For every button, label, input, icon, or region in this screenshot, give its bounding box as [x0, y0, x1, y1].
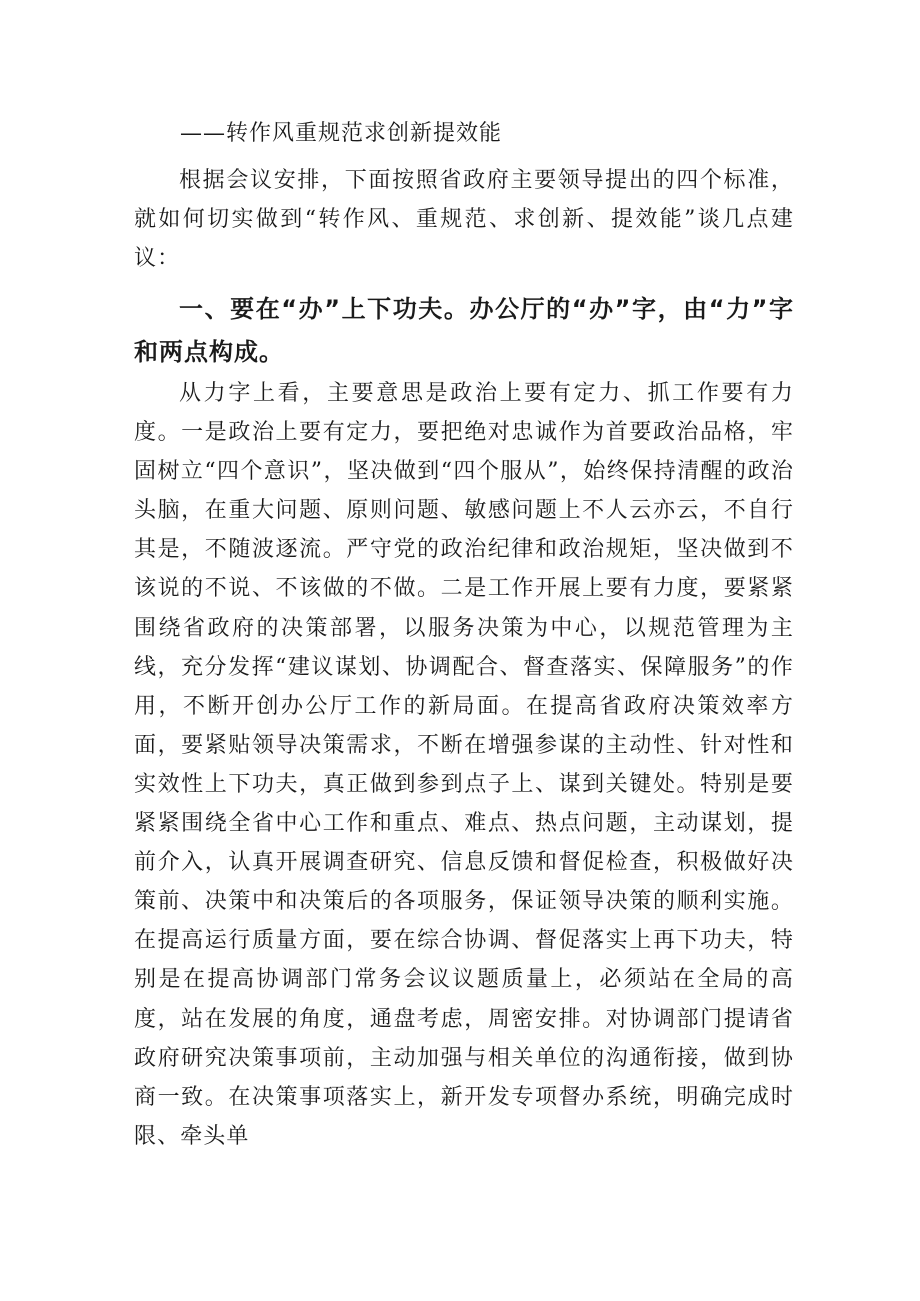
section-heading: 一、要在“办”上下功夫。办公厅的“办”字，由“力”字和两点构成。 [134, 295, 794, 366]
document-subtitle: ——转作风重规范求创新提效能 [180, 121, 503, 146]
intro-paragraph: 根据会议安排，下面按照省政府主要领导提出的四个标准，就如何切实做到“转作风、重规范、求创新、提效能”谈几点建议： [134, 168, 794, 272]
body-paragraph: 从力字上看，主要意思是政治上要有定力、抓工作要有力度。一是政治上要有定力，要把绝对忠诚作为首要政治品格，牢固树立“四个意识”，坚决做到“四个服从”，始终保持清醒的政治头脑，在重大问题、原则问题、敏感问题上不人云亦云，不自行其是，不随波逐流。严守党的政治纪律和政治规矩，坚决做到不该说的不说、不该做的不做。二是工作开展上要有力度，要紧紧围绕省政府的决策部署，以服务决策为中心，以规范管理为主线，充分发挥“建议谋划、协调配合、督查落实、保障服务”的作用，不断开创办公厅工作的新局面。在提高省政府决策效率方面，要紧贴领导决策需求，不断在增强参谋的主动性、针对性和实效性上下功夫，真正做到参到点子上、谋到关键处。特别是要紧紧围绕全省中心工作和重点、难点、热点问题，主动谋划，提前介入，认真开展调查研究、信息反馈和督促检查，积极做好决策前、决策中和决策后的各项服务，保证领导决策的顺利实施。在提高运行质量方面，要在综合协调、督促落实上再下功夫，特别是在提高协调部门常务会议议题质量上，必须站在全局的高度，站在发展的角度，通盘考虑，周密安排。对协调部门提请省政府研究决策事项前，主动加强与相关单位的沟通衔接，做到协商一致。在决策事项落实上，新开发专项督办系统，明确完成时限、牵头单 [134, 381, 794, 1149]
